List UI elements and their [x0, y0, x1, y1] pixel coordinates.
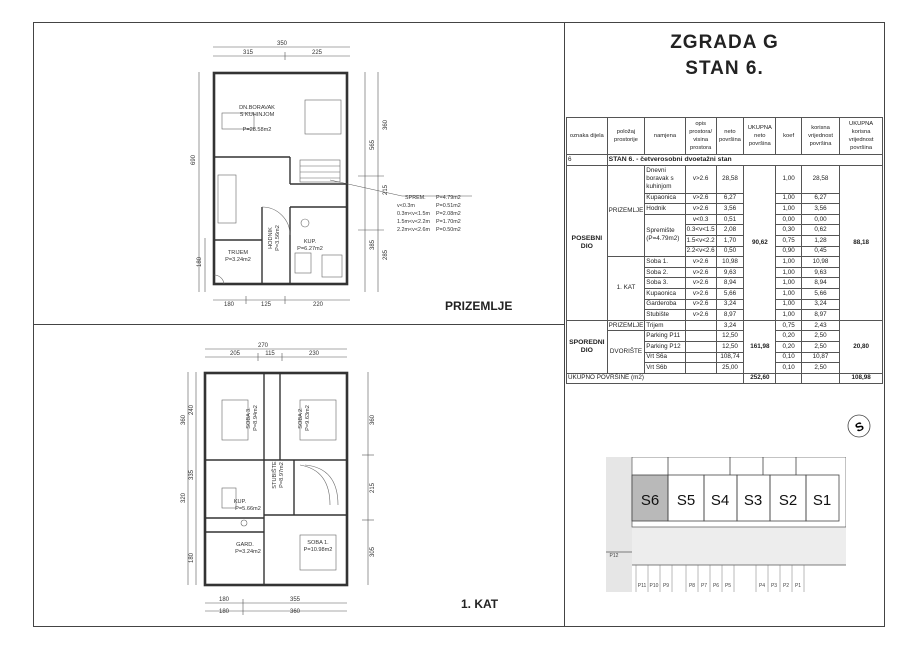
row-useful: 0,00 — [801, 214, 839, 225]
row-koef: 0,20 — [776, 331, 801, 342]
storage-note-label-4: 2.2m<v<2.6m — [397, 227, 430, 233]
ground-dim-left-1: 690 — [191, 154, 197, 166]
row-useful: 8,97 — [801, 310, 839, 321]
row-koef: 0,00 — [776, 214, 801, 225]
site-unit-label: S4 — [710, 492, 730, 509]
row-koef: 0,75 — [776, 235, 801, 246]
first-room-soba1-area: P=10.98m2 — [303, 547, 333, 553]
row-koef: 0,30 — [776, 225, 801, 236]
table-header: opis prostora/ visina prostora — [685, 118, 716, 155]
row-desc: v>2.6 — [685, 165, 716, 193]
row-useful: 8,94 — [801, 278, 839, 289]
site-parking-label: P2 — [782, 583, 790, 589]
row-useful: 5,66 — [801, 288, 839, 299]
ground-room-living-area: P=28.58m2 — [242, 127, 272, 133]
ground-dim-top-2: 225 — [311, 50, 323, 56]
table-row — [567, 320, 883, 331]
row-name: Parking P12 — [645, 341, 685, 352]
first-dim-right-2: 215 — [370, 482, 376, 494]
position-yard: DVORIŠTE — [607, 331, 645, 373]
first-dim-bottom-4: 360 — [289, 609, 301, 615]
row-neto: 25,00 — [716, 363, 744, 374]
row-name: Stubište — [645, 310, 685, 321]
site-parking-label: P7 — [700, 583, 708, 589]
unit-title: STAN 6. - četverosobni dvoetažni stan — [607, 155, 882, 166]
site-parking-label: P6 — [712, 583, 720, 589]
ground-room-bath-area: P=6.27m2 — [297, 246, 323, 252]
row-name: Garderoba — [645, 299, 685, 310]
first-dim-right-3: 305 — [370, 546, 376, 558]
first-room-soba3-area: P=8.94m2 — [253, 405, 259, 431]
row-neto: 5,66 — [716, 288, 744, 299]
first-dim-bottom-1: 180 — [218, 597, 230, 603]
row-name: Parking P11 — [645, 331, 685, 342]
table-header: UKUPNA neto površina — [744, 118, 776, 155]
site-parking-label: P10 — [649, 583, 659, 589]
storage-note-value-0: P=4.79m2 — [436, 195, 461, 201]
row-koef: 0,90 — [776, 246, 801, 257]
row-name: Trijem — [645, 320, 685, 331]
first-dim-bottom-3: 180 — [218, 609, 230, 615]
storage-note-label-2: 0.3m<v<1.5m — [397, 211, 430, 217]
row-desc: v>2.6 — [685, 310, 716, 321]
row-koef: 1,00 — [776, 257, 801, 268]
table-header: UKUPNA korisna vrijednost površina — [840, 118, 883, 155]
site-parking-label: P9 — [662, 583, 670, 589]
row-neto: 108,74 — [716, 352, 744, 363]
row-name: Hodnik — [645, 204, 685, 215]
row-neto: 12,50 — [716, 331, 744, 342]
ground-room-hall-area: P=3.56m2 — [275, 225, 281, 251]
first-room-stairs-1: STUBIŠTE — [272, 461, 278, 489]
row-name: Kupaonica — [645, 288, 685, 299]
storage-note-label-1: v<0.3m — [397, 203, 415, 209]
compass-label: S — [852, 418, 867, 435]
row-koef: 1,00 — [776, 299, 801, 310]
row-useful: 2,50 — [801, 341, 839, 352]
row-neto: 8,97 — [716, 310, 744, 321]
first-dim-top-total: 270 — [257, 343, 269, 349]
first-room-soba3-1: SOBA 3. — [246, 407, 252, 429]
first-room-bath-1: KUP. — [233, 499, 247, 505]
row-neto: 0,51 — [716, 214, 744, 225]
position-first: 1. KAT — [607, 257, 645, 321]
row-desc: v>2.6 — [685, 278, 716, 289]
row-desc: 2.2<v<2.6 — [685, 246, 716, 257]
site-unit-label: S6 — [640, 492, 660, 509]
apartment-title: STAN 6. — [685, 58, 764, 79]
row-name: Vrt S6a — [645, 352, 685, 363]
table-header-row — [567, 118, 883, 155]
storage-name: Spremište (P=4.79m2) — [645, 214, 685, 256]
grand-total-neto: 252,60 — [744, 373, 776, 384]
site-unit-label: S5 — [676, 492, 696, 509]
site-parking-label: P4 — [758, 583, 766, 589]
part-main: POSEBNI DIO — [567, 165, 608, 320]
row-desc: 0.3<v<1.5 — [685, 225, 716, 236]
ground-room-living-2: S KUHINJOM — [239, 112, 275, 118]
row-neto: 3,56 — [716, 204, 744, 215]
ground-room-living-1: DN.BORAVAK — [239, 105, 275, 111]
ground-dim-right-1: 360 — [383, 119, 389, 131]
row-name: Dnevni boravak s kuhinjom — [645, 165, 685, 193]
unit-number: 6 — [567, 155, 608, 166]
row-koef: 1,00 — [776, 267, 801, 278]
first-room-soba2-area: P=9.63m2 — [305, 405, 311, 431]
building-title: ZGRADA G — [670, 32, 779, 53]
row-useful: 10,98 — [801, 257, 839, 268]
row-neto: 28,58 — [716, 165, 744, 193]
row-koef: 0,10 — [776, 363, 801, 374]
ground-dim-right-2: 565 — [370, 139, 376, 151]
row-useful: 2,43 — [801, 320, 839, 331]
row-koef: 1,00 — [776, 278, 801, 289]
first-dim-left-5: 180 — [189, 552, 195, 564]
row-neto: 3,24 — [716, 299, 744, 310]
area-table — [566, 117, 883, 384]
part-aux: SPOREDNI DIO — [567, 320, 608, 373]
first-room-stairs-area: P=8.97m2 — [279, 462, 285, 488]
aux-total-useful: 20,80 — [840, 320, 883, 373]
row-neto: 1,70 — [716, 235, 744, 246]
site-parking-label: P8 — [688, 583, 696, 589]
row-neto: 3,24 — [716, 320, 744, 331]
row-neto: 2,08 — [716, 225, 744, 236]
row-name: Soba 1. — [645, 257, 685, 268]
row-koef: 1,00 — [776, 193, 801, 204]
row-desc: v>2.6 — [685, 267, 716, 278]
table-header: neto površina — [716, 118, 744, 155]
table-row — [567, 257, 883, 268]
first-dim-bottom-2: 355 — [289, 597, 301, 603]
row-desc: v>2.6 — [685, 257, 716, 268]
row-neto: 6,27 — [716, 193, 744, 204]
ground-dim-bottom-2: 125 — [260, 302, 272, 308]
row-koef: 0,20 — [776, 341, 801, 352]
first-dim-left-3: 320 — [181, 492, 187, 504]
unit-title-row — [567, 155, 883, 166]
ground-room-hall-1: HODNIK — [268, 227, 274, 249]
position-ground-aux: PRIZEMLJE — [607, 320, 645, 331]
grand-total-useful: 108,98 — [840, 373, 883, 384]
site-parking-label: P5 — [724, 583, 732, 589]
storage-note-value-4: P=0.50m2 — [436, 227, 461, 233]
table-header: namjena — [645, 118, 685, 155]
row-useful: 0,45 — [801, 246, 839, 257]
row-name: Vrt S6b — [645, 363, 685, 374]
row-desc: v>2.6 — [685, 288, 716, 299]
site-plan — [606, 457, 846, 592]
ground-dim-right-4: 385 — [370, 239, 376, 251]
ground-dim-bottom-3: 220 — [312, 302, 324, 308]
row-neto: 10,98 — [716, 257, 744, 268]
storage-note-value-3: P=1.70m2 — [436, 219, 461, 225]
aux-total-neto: 161,98 — [744, 320, 776, 373]
row-name: Kupaonica — [645, 193, 685, 204]
row-name: Soba 3. — [645, 278, 685, 289]
first-room-bath-area: P=5.66m2 — [235, 506, 261, 512]
ground-dim-right-5: 285 — [383, 249, 389, 261]
first-dim-left-1: 360 — [181, 414, 187, 426]
table-row — [567, 165, 883, 193]
table-header: oznaka dijela — [567, 118, 608, 155]
main-total-useful: 88,18 — [840, 165, 883, 320]
row-desc: v>2.6 — [685, 204, 716, 215]
first-dim-left-2: 240 — [189, 404, 195, 416]
position-ground: PRIZEMLJE — [607, 165, 645, 257]
storage-note-label-0: SPREM. — [405, 195, 426, 201]
table-header: položaj prostorije — [607, 118, 645, 155]
site-parking-p12: P12 — [609, 553, 619, 559]
row-koef: 1,00 — [776, 204, 801, 215]
row-desc: v>2.6 — [685, 193, 716, 204]
first-dim-top-2: 115 — [265, 351, 275, 357]
level-label-first: 1. KAT — [461, 597, 499, 611]
ground-dim-left-2: 180 — [197, 256, 203, 268]
table-header: koef — [776, 118, 801, 155]
main-total-neto: 90,62 — [744, 165, 776, 320]
row-neto: 0,50 — [716, 246, 744, 257]
first-dim-top-3: 230 — [308, 351, 320, 357]
table-row — [567, 331, 883, 342]
row-useful: 2,50 — [801, 363, 839, 374]
row-neto: 12,50 — [716, 341, 744, 352]
table-header: korisna vrijednost površina — [801, 118, 839, 155]
row-useful: 6,27 — [801, 193, 839, 204]
first-dim-right-1: 360 — [370, 414, 376, 426]
row-koef: 1,00 — [776, 310, 801, 321]
row-desc: v>2.6 — [685, 299, 716, 310]
row-useful: 1,28 — [801, 235, 839, 246]
first-room-wardrobe-1: GARD. — [236, 542, 254, 548]
site-parking-label: P11 — [637, 583, 647, 589]
row-useful: 2,50 — [801, 331, 839, 342]
row-koef: 0,10 — [776, 352, 801, 363]
ground-dim-right-3: 215 — [383, 184, 389, 196]
first-room-soba1-1: SOBA 1. — [307, 540, 329, 546]
row-useful: 3,24 — [801, 299, 839, 310]
grand-total-label: UKUPNO POVRŠINE (m2) — [567, 373, 744, 384]
row-koef: 1,00 — [776, 165, 801, 193]
ground-dim-top-total: 350 — [276, 41, 288, 47]
ground-dim-bottom-1: 180 — [223, 302, 235, 308]
storage-note-value-1: P=0.51m2 — [436, 203, 461, 209]
ground-room-porch-area: P=3.24m2 — [225, 257, 251, 263]
row-koef: 0,75 — [776, 320, 801, 331]
first-dim-left-4: 335 — [189, 469, 195, 481]
ground-room-bath-1: KUP. — [303, 239, 317, 245]
first-dim-top-1: 205 — [229, 351, 241, 357]
level-label-ground: PRIZEMLJE — [445, 299, 513, 313]
site-unit-label: S1 — [812, 492, 832, 509]
site-parking-label: P3 — [770, 583, 778, 589]
storage-note-label-3: 1.5m<v<2.2m — [397, 219, 430, 225]
ground-room-porch-1: TRIJEM — [227, 250, 249, 256]
row-name: Soba 2. — [645, 267, 685, 278]
row-desc: v<0.3 — [685, 214, 716, 225]
row-useful: 0,62 — [801, 225, 839, 236]
row-useful: 10,87 — [801, 352, 839, 363]
grand-total-row — [567, 373, 883, 384]
row-koef: 1,00 — [776, 288, 801, 299]
site-unit-label: S2 — [778, 492, 798, 509]
row-neto: 9,63 — [716, 267, 744, 278]
first-room-wardrobe-area: P=3.24m2 — [235, 549, 261, 555]
site-parking-label: P1 — [794, 583, 802, 589]
row-useful: 9,63 — [801, 267, 839, 278]
first-room-soba2-1: SOBA 2. — [298, 407, 304, 429]
row-neto: 8,94 — [716, 278, 744, 289]
row-useful: 28,58 — [801, 165, 839, 193]
storage-note-value-2: P=2.08m2 — [436, 211, 461, 217]
north-arrow-icon — [845, 412, 873, 440]
row-useful: 3,56 — [801, 204, 839, 215]
vertical-divider — [564, 22, 565, 627]
ground-dim-top-1: 315 — [242, 50, 254, 56]
site-unit-label: S3 — [743, 492, 763, 509]
row-desc: 1.5<v<2.2 — [685, 235, 716, 246]
